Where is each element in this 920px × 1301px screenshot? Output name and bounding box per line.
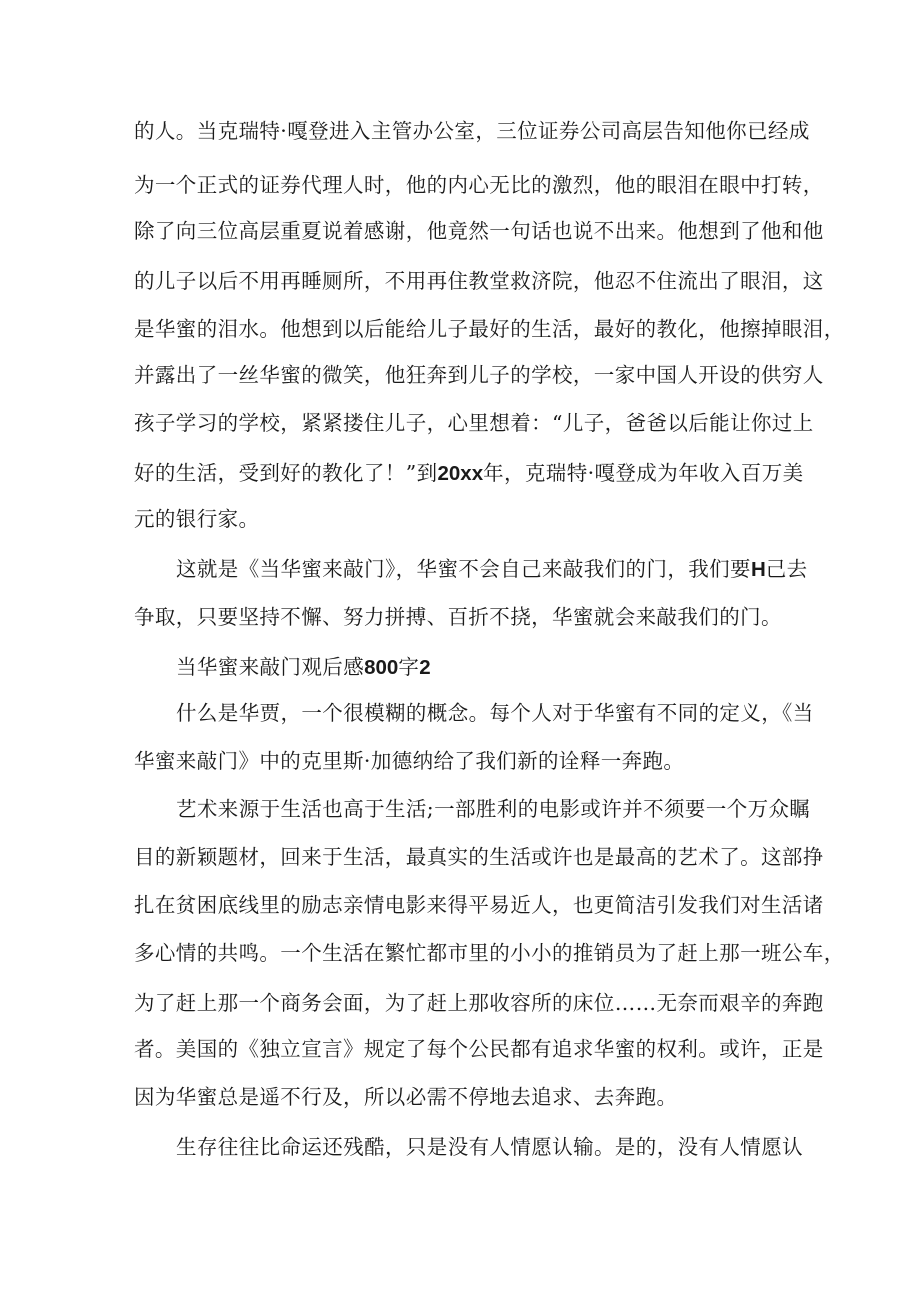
paragraph-1-line-5: 是华蜜的泪水。他想到以后能给儿子最好的生活，最好的教化，他擦掉眼泪， [134, 317, 845, 341]
paragraph-4-line-7: 因为华蜜总是遥不行及，所以必需不停地去追求、去奔跑。 [134, 1085, 678, 1109]
paragraph-2-line-1: 这就是《当华蜜来敲门》，华蜜不会自己来敲我们的门，我们要H己去 [176, 557, 808, 581]
paragraph-5-line-1: 生存往往比命运还残酷，只是没有人情愿认输。是的，没有人情愿认 [176, 1135, 803, 1159]
paragraph-1-line-1: 的人。当克瑞特·嘎登进入主管办公室，三位证券公司高层告知他你已经成 [134, 119, 810, 143]
paragraph-4-line-1: 艺术来源于生活也高于生活;一部胜利的电影或许并不须要一个万众瞩 [176, 797, 811, 821]
paragraph-4-line-6: 者。美国的《独立宣言》规定了每个公民都有追求华蜜的权利。或许，正是 [134, 1037, 824, 1061]
paragraph-4-line-3: 扎在贫困底线里的励志亲情电影来得平易近人，也更简洁引发我们对生活诸 [134, 893, 824, 917]
paragraph-1-line-2: 为一个正式的证券代理人时，他的内心无比的激烈，他的眼泪在眼中打转， [134, 173, 824, 197]
paragraph-4-line-4: 多心情的共鸣。一个生活在繁忙都市里的小小的推销员为了赶上那一班公车， [134, 941, 845, 965]
paragraph-3-line-1: 什么是华贾，一个很模糊的概念。每个人对于华蜜有不同的定义，《当 [176, 701, 814, 725]
paragraph-2-line-2: 争取，只要坚持不懈、努力拼搏、百折不挠，华蜜就会来敲我们的门。 [134, 605, 782, 629]
paragraph-1-line-3: 除了向三位高层重夏说着感谢，他竟然一句话也说不出来。他想到了他和他 [134, 219, 824, 243]
paragraph-1-line-9: 元的银行家。 [134, 507, 260, 531]
paragraph-4-line-5: 为了赶上那一个商务会面，为了赶上那收容所的床位……无奈而艰辛的奔跑 [134, 991, 824, 1015]
paragraph-4-line-2: 目的新颖题材，回来于生活，最真实的生活或许也是最高的艺术了。这部挣 [134, 845, 824, 869]
section-heading: 当华蜜来敲门观后感800字2 [176, 655, 431, 679]
paragraph-1-line-6: 并露出了一丝华蜜的微笑，他狂奔到儿子的学校，一家中国人开设的供穷人 [134, 363, 824, 387]
paragraph-1-line-4: 的儿子以后不用再睡厕所，不用再住教堂救济院，他忍不住流出了眼泪，这 [134, 269, 824, 293]
paragraph-3-line-2: 华蜜来敲门》中的克里斯·加德纳给了我们新的诠释一奔跑。 [134, 749, 685, 773]
paragraph-1-line-8: 好的生活，受到好的教化了！”到20xx年，克瑞特·嘎登成为年收入百万美 [134, 461, 804, 485]
paragraph-1-line-7: 孩子学习的学校，紧紧搂住儿子，心里想着：“儿子，爸爸以后能让你过上 [134, 411, 814, 435]
